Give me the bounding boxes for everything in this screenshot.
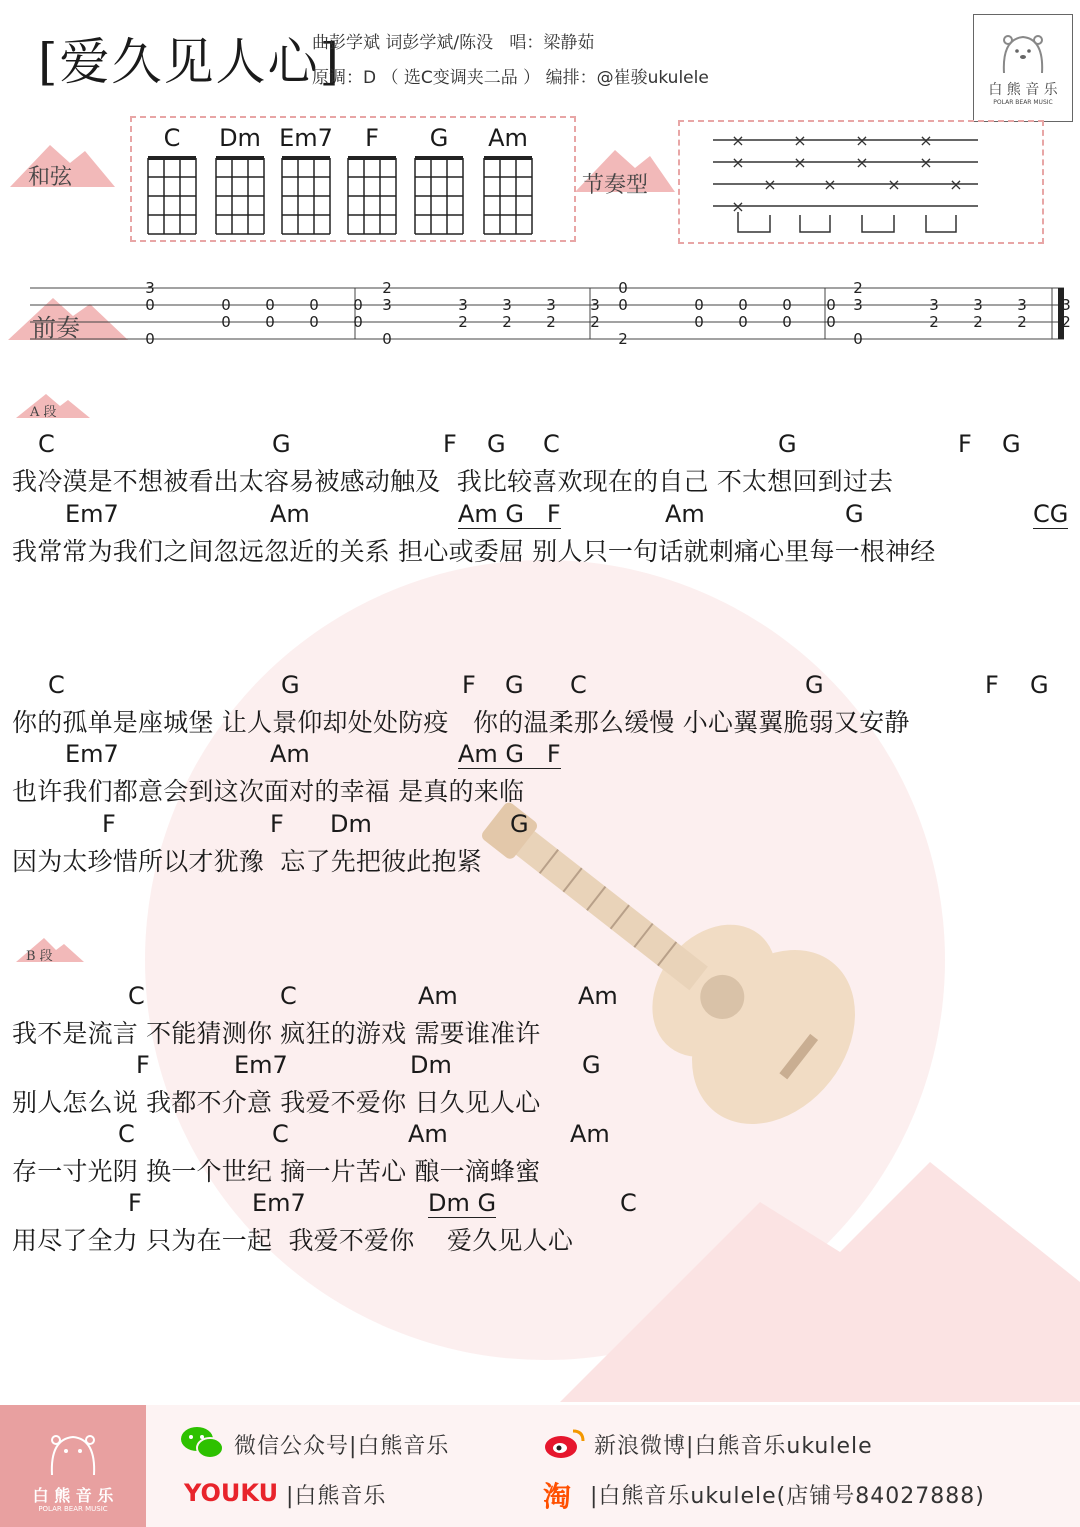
logo-subtext: POLAR BEAR MUSIC: [993, 99, 1053, 106]
tab-fret-number: 3: [145, 279, 155, 297]
chord-symbol: Am: [270, 500, 310, 528]
section-a-label: A 段: [30, 405, 57, 420]
chord-symbol: Em7: [252, 1189, 306, 1217]
chord-symbol: G: [805, 671, 824, 699]
lyric-line: 别人怎么说 我都不介意 我爱不爱你 日久见人心: [12, 1088, 541, 1117]
chord-line: [0, 1189, 1080, 1219]
tab-fret-number: 0: [826, 296, 836, 314]
chord-symbol: G: [845, 500, 864, 528]
lyric-line: 你的孤单是座城堡 让人景仰却处处防疫 你的温柔那么缓慢 小心翼翼脆弱又安静: [12, 708, 910, 737]
chord-symbol: Am G F: [458, 740, 561, 768]
song-title: [爱久见人心]: [38, 33, 342, 91]
chord-diagram-name: Em7: [279, 124, 333, 152]
taobao-shop[interactable]: |白熊音乐ukulele(店铺号84027888): [590, 1484, 985, 1509]
tab-fret-number: 0: [618, 279, 628, 297]
svg-text:×: ×: [855, 153, 869, 172]
lyric-line: 我常常为我们之间忽远忽近的关系 担心或委屈 别人只一句话就刺痛心里每一根神经: [12, 537, 936, 566]
chord-diagram-grid: [148, 158, 196, 234]
chord-symbol: CG: [1033, 500, 1069, 528]
chord-symbol: C: [570, 671, 587, 699]
key-info: 原调：D （ 选C变调夹二品 ） 编排：@崔骏ukulele: [312, 68, 709, 88]
svg-text:×: ×: [919, 131, 933, 150]
tab-fret-number: 0: [694, 313, 704, 331]
tab-fret-number: 3: [853, 296, 863, 314]
chord-symbol: G: [510, 810, 529, 838]
tab-fret-number: 0: [265, 296, 275, 314]
tab-fret-number: 3: [546, 296, 556, 314]
chord-symbol: C: [543, 430, 560, 458]
chord-diagram-name: C: [163, 124, 181, 152]
chord-symbol: G: [582, 1051, 601, 1079]
chord-diagram-name: Dm: [219, 124, 261, 152]
chord-symbol: C: [128, 982, 145, 1010]
chord-symbol: F: [443, 430, 457, 458]
tab-fret-number: 0: [309, 296, 319, 314]
intro-tablature: [0, 278, 1080, 388]
lyric-line: 我冷漠是不想被看出太容易被感动触及 我比较喜欢现在的自己 不太想回到过去: [12, 467, 894, 496]
chord-symbol: F: [985, 671, 999, 699]
tab-fret-number: 3: [929, 296, 939, 314]
tab-fret-number: 3: [458, 296, 468, 314]
section-chords-label: 和弦: [28, 165, 73, 190]
wechat-account[interactable]: 微信公众号|白熊音乐: [234, 1434, 450, 1459]
lyric-line: 存一寸光阴 换一个世纪 摘一片苦心 酿一滴蜂蜜: [12, 1157, 541, 1186]
tab-bass-number: 0: [382, 330, 392, 348]
chord-symbol: G: [505, 671, 524, 699]
youku-account[interactable]: |白熊音乐: [286, 1484, 387, 1509]
svg-text:×: ×: [793, 153, 807, 172]
tab-fret-number: 2: [929, 313, 939, 331]
chord-line: [0, 1120, 1080, 1150]
chord-symbol: Am: [578, 982, 618, 1010]
tab-fret-number: 0: [353, 296, 363, 314]
chord-diagram-name: Am: [488, 124, 528, 152]
tab-fret-number: 0: [265, 313, 275, 331]
tab-fret-number: 2: [853, 279, 863, 297]
tab-fret-number: 0: [145, 296, 155, 314]
tab-fret-number: 0: [221, 313, 231, 331]
chord-symbol: G: [1002, 430, 1021, 458]
tab-fret-number: 2: [546, 313, 556, 331]
chord-symbol: Dm: [410, 1051, 452, 1079]
chord-diagram-name: G: [429, 124, 449, 152]
chord-symbol: Dm: [330, 810, 372, 838]
chord-symbol: Am: [570, 1120, 610, 1148]
chord-symbol: C: [48, 671, 65, 699]
tab-fret-number: 0: [221, 296, 231, 314]
lyric-line: 用尽了全力 只为在一起 我爱不爱你 爱久见人心: [12, 1226, 574, 1255]
svg-text:×: ×: [731, 153, 745, 172]
tab-fret-number: 2: [502, 313, 512, 331]
tab-fret-number: 3: [502, 296, 512, 314]
tab-fret-number: 0: [782, 313, 792, 331]
tab-fret-number: 3: [973, 296, 983, 314]
tab-bass-number: 0: [145, 330, 155, 348]
footer-logo-panel: [0, 1405, 146, 1527]
svg-text:×: ×: [731, 131, 745, 150]
chord-line: [0, 982, 1080, 1012]
chord-symbol: F: [102, 810, 116, 838]
svg-text:×: ×: [919, 153, 933, 172]
bear-icon: [996, 27, 1050, 77]
chord-symbol: G: [778, 430, 797, 458]
chord-line: [0, 810, 1080, 840]
chord-line: [0, 430, 1080, 460]
tab-fret-number: 0: [738, 313, 748, 331]
chord-diagram-grid: [415, 158, 463, 234]
tab-fret-number: 0: [738, 296, 748, 314]
tab-fret-number: 0: [782, 296, 792, 314]
chord-symbol: C: [280, 982, 297, 1010]
chord-symbol: F: [270, 810, 284, 838]
footer: [0, 1405, 1080, 1527]
svg-text:×: ×: [793, 131, 807, 150]
logo-text: 白 熊 音 乐: [988, 82, 1058, 98]
tab-fret-number: 0: [309, 313, 319, 331]
footer-logo-subtext: POLAR BEAR MUSIC: [38, 1505, 108, 1513]
tab-fret-number: 3: [1061, 296, 1071, 314]
chord-line: [0, 1051, 1080, 1081]
svg-text:×: ×: [855, 131, 869, 150]
chord-symbol: Am: [270, 740, 310, 768]
footer-bear-icon: [44, 1427, 102, 1477]
chord-symbol: G: [487, 430, 506, 458]
chord-diagram-grid: [484, 158, 532, 234]
rhythm-pattern: [678, 120, 1044, 244]
chord-symbol: F: [462, 671, 476, 699]
chord-diagram-name: F: [365, 124, 379, 152]
chord-symbol: F: [958, 430, 972, 458]
tab-fret-number: 3: [1017, 296, 1027, 314]
tab-fret-number: 2: [458, 313, 468, 331]
tab-fret-number: 0: [694, 296, 704, 314]
taobao-icon: 淘: [543, 1480, 573, 1513]
wechat-icon: [180, 1425, 224, 1461]
chord-symbol: C: [38, 430, 55, 458]
tab-bass-number: 0: [853, 330, 863, 348]
section-b-label: B 段: [26, 949, 53, 964]
brand-logo: [973, 14, 1073, 122]
chord-symbol: G: [272, 430, 291, 458]
youku-brand: YOUKU: [184, 1479, 279, 1507]
chord-symbol: F: [128, 1189, 142, 1217]
chord-symbol: C: [272, 1120, 289, 1148]
chord-symbol: Em7: [65, 500, 119, 528]
tab-fret-number: 0: [353, 313, 363, 331]
section-rhythm-label: 节奏型: [582, 173, 649, 198]
chord-symbol: Dm G: [428, 1189, 497, 1217]
tab-fret-number: 2: [1017, 313, 1027, 331]
footer-logo-text: 白 熊 音 乐: [32, 1486, 114, 1505]
lyric-line: 也许我们都意会到这次面对的幸福 是真的来临: [12, 777, 525, 806]
svg-text:×: ×: [823, 175, 837, 194]
tab-fret-number: 2: [1061, 313, 1071, 331]
chord-symbol: G: [1030, 671, 1049, 699]
chord-symbol: F: [136, 1051, 150, 1079]
tab-fret-number: 2: [590, 313, 600, 331]
chord-symbol: Am: [408, 1120, 448, 1148]
chord-symbol: C: [620, 1189, 637, 1217]
chord-diagram-grid: [348, 158, 396, 234]
chord-symbol: C: [118, 1120, 135, 1148]
tab-fret-number: 3: [382, 296, 392, 314]
chord-line: [0, 671, 1080, 701]
chord-symbol: G: [281, 671, 300, 699]
lyric-line: 因为太珍惜所以才犹豫 忘了先把彼此抱紧: [12, 847, 482, 876]
tab-fret-number: 0: [618, 296, 628, 314]
chord-symbol: Am G F: [458, 500, 561, 528]
chord-line: [0, 740, 1080, 770]
weibo-account[interactable]: 新浪微博|白熊音乐ukulele: [594, 1434, 873, 1459]
chord-diagram-grids: [130, 116, 576, 242]
weibo-icon: [543, 1425, 587, 1461]
song-credits: 曲彭学斌 词彭学斌/陈没 唱：梁静茹: [312, 33, 595, 53]
svg-text:×: ×: [949, 175, 963, 194]
svg-text:×: ×: [763, 175, 777, 194]
tab-fret-number: 0: [826, 313, 836, 331]
tab-fret-number: 3: [590, 296, 600, 314]
chord-symbol: Am: [665, 500, 705, 528]
chord-line: [0, 500, 1080, 530]
tab-fret-number: 2: [382, 279, 392, 297]
tab-bass-number: 2: [618, 330, 628, 348]
chord-symbol: Em7: [65, 740, 119, 768]
svg-text:×: ×: [731, 197, 745, 216]
chord-symbol: Am: [418, 982, 458, 1010]
chord-symbol: Em7: [234, 1051, 288, 1079]
section-intro-label: 前奏: [32, 314, 80, 342]
lyric-line: 我不是流言 不能猜测你 疯狂的游戏 需要谁准许: [12, 1019, 541, 1048]
svg-text:×: ×: [887, 175, 901, 194]
chord-diagram-grid: [216, 158, 264, 234]
tab-fret-number: 2: [973, 313, 983, 331]
chord-diagram-grid: [282, 158, 330, 234]
